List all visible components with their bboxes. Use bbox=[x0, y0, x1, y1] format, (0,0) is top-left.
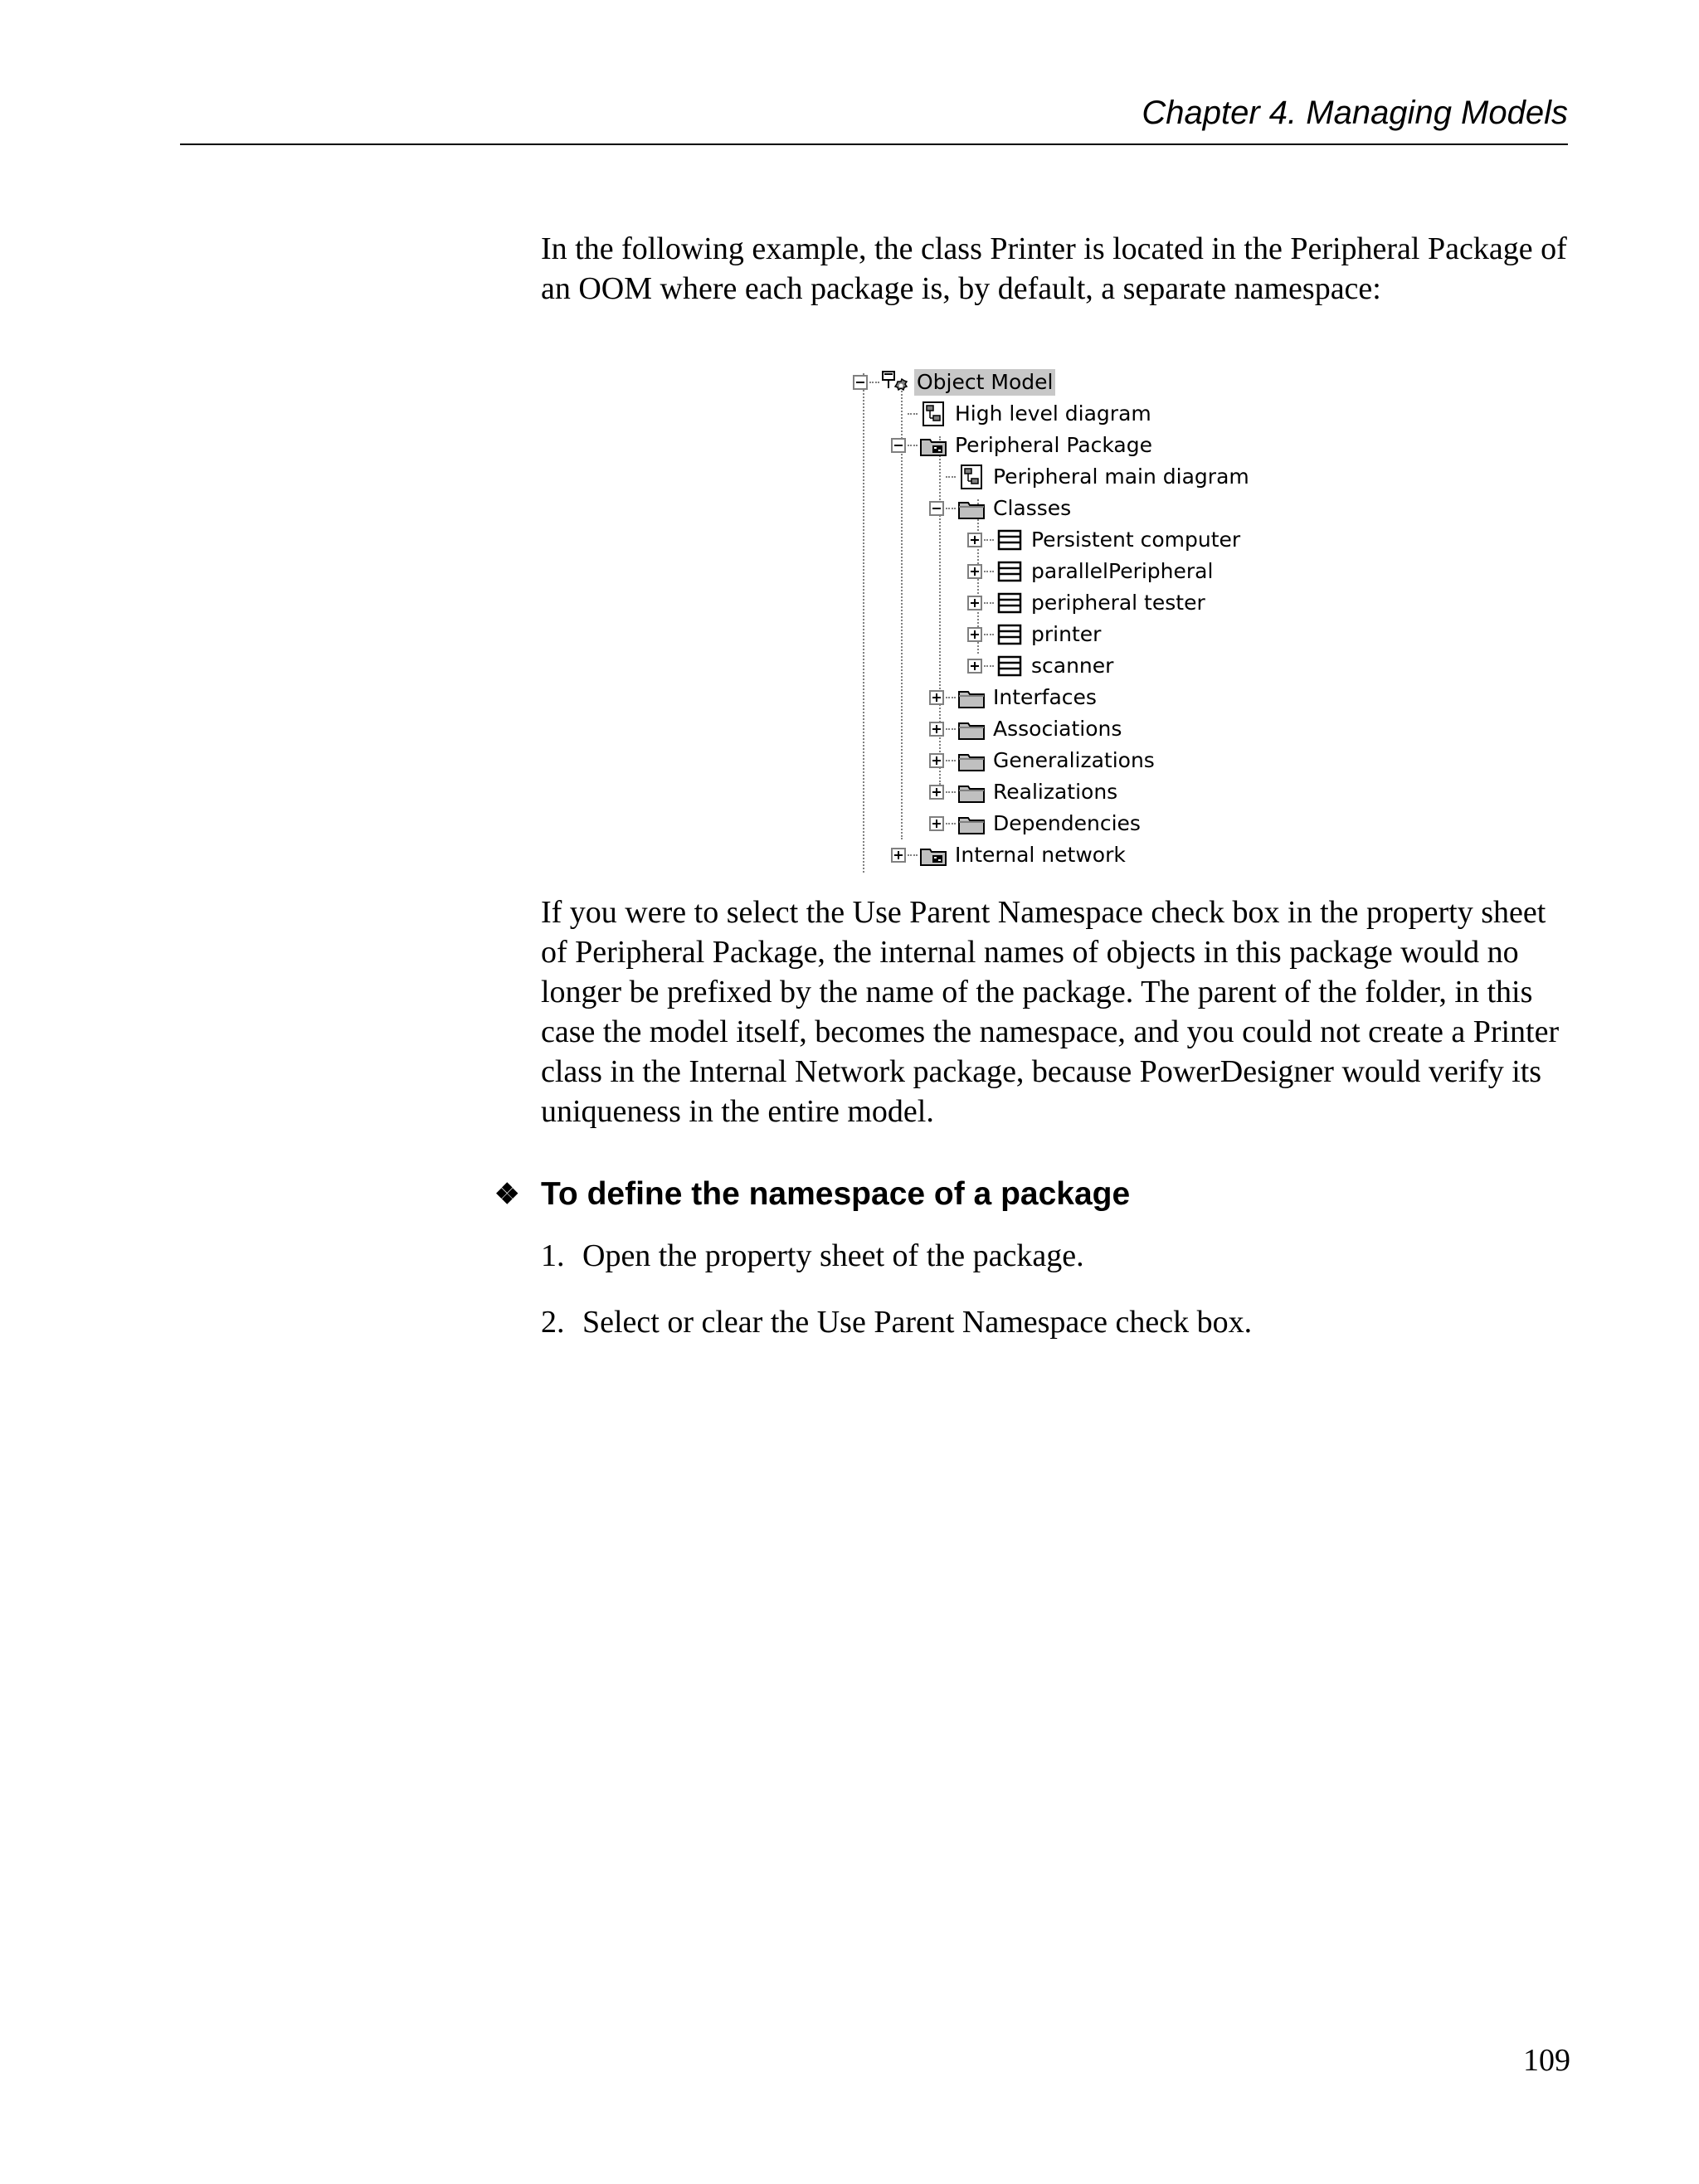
package-icon bbox=[919, 843, 947, 868]
expand-toggle-icon[interactable] bbox=[929, 722, 944, 737]
tree-node-scanner[interactable] bbox=[967, 650, 1116, 682]
page-number: 109 bbox=[1523, 2043, 1570, 2078]
explanation-paragraph: If you were to select the Use Parent Namespace check box in the property sheet of Peripheral Package, the internal names of objects in this package would no longer be prefixed by the name of the package. The parent of the folder, in this case the model itself, becomes the namespace, and you could not create a Printer class in the Internal Network package, because PowerDesigner would verify its uniqueness in the entire model. bbox=[541, 895, 1560, 1129]
tree-node-label: Interfaces bbox=[993, 685, 1097, 709]
diagram-icon bbox=[957, 465, 986, 489]
expand-toggle-icon[interactable] bbox=[929, 753, 944, 768]
expand-toggle-icon[interactable] bbox=[891, 848, 906, 863]
folder-icon bbox=[957, 748, 986, 773]
collapse-toggle-icon[interactable] bbox=[929, 501, 944, 516]
tree-node-label: printer bbox=[1031, 622, 1102, 646]
step-number: 1. bbox=[541, 1238, 565, 1273]
tree-node-printer[interactable] bbox=[967, 619, 1103, 650]
tree-node-label: Peripheral main diagram bbox=[993, 465, 1249, 489]
tree-node-label: scanner bbox=[1031, 654, 1114, 678]
tree-node-peripheral-main-diagram[interactable] bbox=[929, 461, 1252, 493]
tree-node-persistent-computer[interactable] bbox=[967, 524, 1243, 556]
procedure-heading bbox=[494, 1170, 1573, 1219]
expand-toggle-icon[interactable] bbox=[929, 816, 944, 831]
tree-node-parallel-peripheral[interactable] bbox=[967, 556, 1215, 587]
tree-node-interfaces[interactable] bbox=[929, 682, 1099, 713]
tree-node-generalizations[interactable] bbox=[929, 745, 1157, 776]
step-text: Select or clear the Use Parent Namespace check box. bbox=[582, 1305, 1253, 1340]
class-icon bbox=[996, 622, 1024, 647]
folder-icon bbox=[957, 496, 986, 521]
tree-node-object-model[interactable] bbox=[853, 367, 1055, 398]
chapter-title: Chapter 4. Managing Models bbox=[1142, 95, 1568, 131]
tree-node-label: Associations bbox=[993, 717, 1122, 741]
expand-toggle-icon[interactable] bbox=[967, 659, 982, 674]
tree-node-associations[interactable] bbox=[929, 713, 1124, 745]
procedure-title: To define the namespace of a package bbox=[541, 1176, 1131, 1212]
intro-paragraph: In the following example, the class Printer is located in the Peripheral Package of an OOM where each package is, by default, a separate namespace: bbox=[541, 231, 1567, 306]
folder-icon bbox=[957, 780, 986, 805]
object-model-tree bbox=[853, 363, 1251, 878]
expand-toggle-icon[interactable] bbox=[929, 690, 944, 705]
procedure-bullet-icon: ❖ bbox=[494, 1179, 520, 1210]
tree-node-realizations[interactable] bbox=[929, 776, 1120, 808]
tree-node-label: Classes bbox=[993, 496, 1072, 520]
tree-node-label: parallelPeripheral bbox=[1031, 559, 1214, 583]
class-icon bbox=[996, 559, 1024, 584]
tree-node-label: peripheral tester bbox=[1031, 591, 1205, 615]
tree-node-label: Dependencies bbox=[993, 811, 1141, 835]
procedure-step bbox=[541, 1236, 1574, 1276]
page-header bbox=[180, 90, 1568, 145]
package-icon bbox=[919, 433, 947, 458]
procedure-step bbox=[541, 1302, 1574, 1342]
step-text: Open the property sheet of the package. bbox=[582, 1238, 1084, 1273]
diagram-icon bbox=[919, 401, 947, 426]
tree-node-internal-network[interactable] bbox=[891, 839, 1128, 871]
class-icon bbox=[996, 591, 1024, 615]
tree-node-label: Realizations bbox=[993, 780, 1118, 804]
expand-toggle-icon[interactable] bbox=[929, 785, 944, 800]
tree-node-label: Peripheral Package bbox=[955, 433, 1153, 457]
folder-icon bbox=[957, 685, 986, 710]
collapse-toggle-icon[interactable] bbox=[853, 375, 868, 390]
tree-node-label: Object Model bbox=[914, 369, 1055, 396]
tree-node-peripheral-package[interactable] bbox=[891, 430, 1155, 461]
class-icon bbox=[996, 654, 1024, 679]
folder-icon bbox=[957, 811, 986, 836]
object-model-icon bbox=[881, 370, 909, 395]
tree-node-high-level-diagram[interactable] bbox=[891, 398, 1154, 430]
tree-node-label: High level diagram bbox=[955, 401, 1151, 426]
expand-toggle-icon[interactable] bbox=[967, 627, 982, 642]
collapse-toggle-icon[interactable] bbox=[891, 438, 906, 453]
tree-node-peripheral-tester[interactable] bbox=[967, 587, 1208, 619]
folder-icon bbox=[957, 717, 986, 742]
tree-connector bbox=[863, 373, 864, 873]
class-icon bbox=[996, 528, 1024, 552]
tree-node-label: Persistent computer bbox=[1031, 528, 1241, 552]
expand-toggle-icon[interactable] bbox=[967, 564, 982, 579]
tree-node-dependencies[interactable] bbox=[929, 808, 1143, 839]
expand-toggle-icon[interactable] bbox=[967, 596, 982, 610]
step-number: 2. bbox=[541, 1305, 565, 1340]
tree-node-label: Generalizations bbox=[993, 748, 1155, 772]
tree-node-label: Internal network bbox=[955, 843, 1126, 867]
tree-node-classes[interactable] bbox=[929, 493, 1073, 524]
expand-toggle-icon[interactable] bbox=[967, 533, 982, 547]
